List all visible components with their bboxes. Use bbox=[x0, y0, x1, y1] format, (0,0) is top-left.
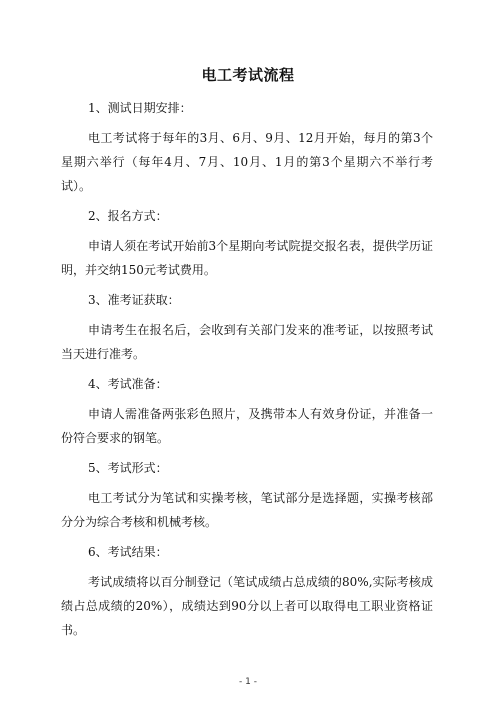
page-number: - 1 - bbox=[239, 677, 257, 687]
section-2-heading: 2、报名方式： bbox=[88, 209, 168, 223]
section-3-heading: 3、准考证获取： bbox=[88, 293, 180, 307]
section-5-body: 电工考试分为笔试和实操考核，笔试部分是选择题，实操考核部分分为综合考核和机械考核。 bbox=[61, 491, 433, 529]
document-body bbox=[61, 96, 433, 648]
section-6-body: 考试成绩将以百分制登记（笔试成绩占总成绩的80%,实际考核成绩占总成绩的20%），成绩达到90分以上者可以取得电工职业资格证书。 bbox=[61, 575, 433, 637]
section-1-body: 电工考试将于每年的3月、6月、9月、12月开始，每月的第3个星期六举行（每年4月、7月、10月、1月的第3个星期六不举行考试）。 bbox=[61, 131, 433, 193]
section-6-heading: 6、考试结果： bbox=[88, 545, 168, 559]
section-4-heading: 4、考试准备： bbox=[88, 377, 168, 391]
document-title: 电工考试流程 bbox=[201, 66, 295, 84]
section-5-heading: 5、考试形式： bbox=[88, 461, 168, 475]
section-4-body: 申请人需准备两张彩色照片，及携带本人有效身份证，并准备一份符合要求的钢笔。 bbox=[61, 407, 433, 445]
section-1-heading: 1、测试日期安排： bbox=[88, 101, 192, 115]
section-2-body: 申请人须在考试开始前3个星期向考试院提交报名表，提供学历证明，并交纳150元考试费用。 bbox=[61, 239, 433, 277]
section-3-body: 申请考生在报名后，会收到有关部门发来的准考证，以按照考试当天进行准考。 bbox=[61, 323, 433, 361]
